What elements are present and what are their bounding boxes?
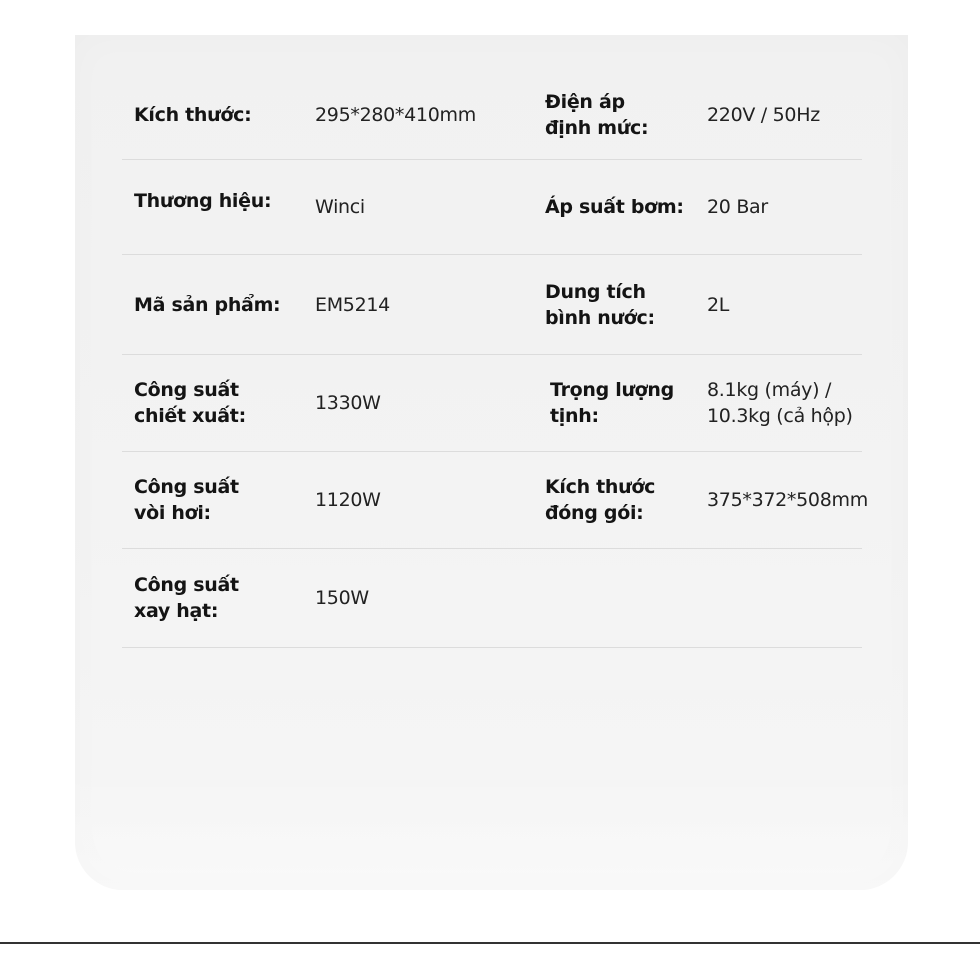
spec-value: 220V / 50Hz [707,103,820,126]
spec-label: Thương hiệu: [134,190,272,212]
spec-label: Điện áp định mức: [545,90,649,139]
spec-value: EM5214 [315,293,390,316]
spec-value: 2L [707,293,730,316]
spec-value: 1120W [315,489,381,511]
spec-row [122,355,862,452]
spec-label: Dung tích bình nước: [545,280,655,329]
spec-value: 1330W [315,392,381,414]
spec-row [122,255,862,355]
spec-label: Trọng lượng tịnh: [550,379,674,427]
spec-value [707,549,867,647]
spec-value: 375*372*508mm [707,489,868,511]
spec-label: Kích thước: [134,103,252,126]
spec-table [122,70,868,648]
spec-label: Công suất xay hạt: [134,574,239,622]
spec-label [545,549,695,647]
spec-value: Winci [315,196,365,218]
spec-row [122,160,862,255]
spec-label: Mã sản phẩm: [134,293,281,316]
spec-value: 150W [315,587,369,609]
spec-label: Công suất vòi hơi: [134,476,239,524]
spec-row [122,549,862,648]
spec-value: 20 Bar [707,196,768,218]
spec-label: Áp suất bơm: [545,196,684,218]
page-divider [0,942,980,944]
spec-label: Công suất chiết xuất: [134,379,246,427]
spec-value: 295*280*410mm [315,103,476,126]
spec-row [122,70,862,160]
spec-row [122,452,868,549]
spec-label: Kích thước đóng gói: [545,476,656,524]
spec-value: 8.1kg (máy) / 10.3kg (cả hộp) [707,379,853,427]
